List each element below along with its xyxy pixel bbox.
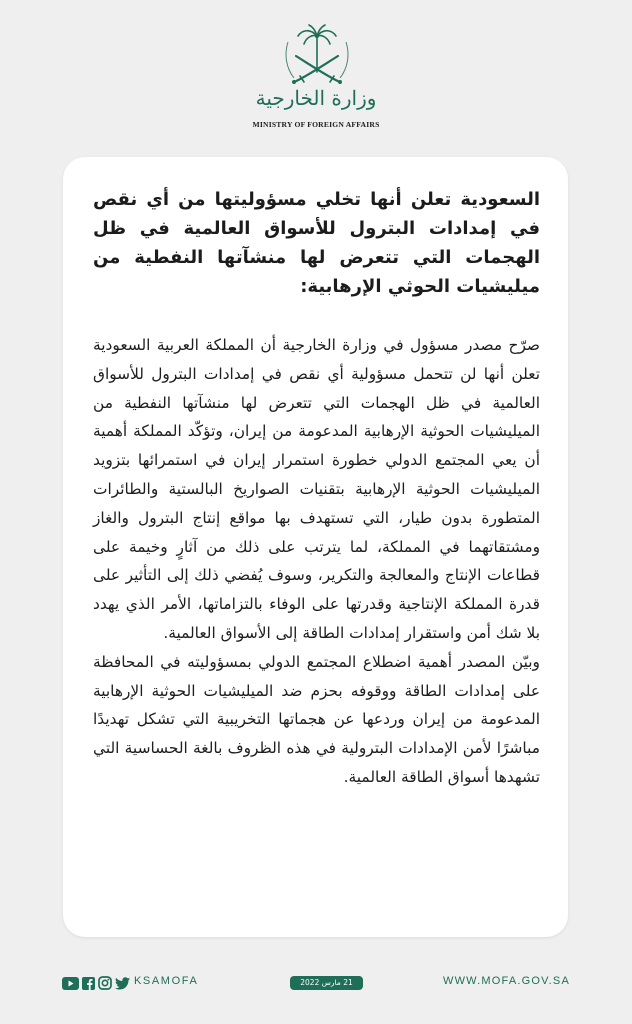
- paragraph-2-text: وبيّن المصدر أهمية اضطلاع المجتمع الدولي بمسؤوليته في المحافظة على إمدادات الطاقة ووقوفه بحزم ضد الميليشيات الحوثية الإرهابية المدعومة من إيران وردعها عن هجماتها التخريبية التي تشكل تهديدًا مباشرًا لأمن الإمدادات البترولية في هذه الظروف بالغة الحساسية التي تشهدها أسواق الطاقة العالمية.: [93, 652, 540, 786]
- social-icons: [62, 976, 130, 992]
- statement-paragraph-1: [93, 331, 540, 792]
- facebook-icon[interactable]: [82, 975, 95, 994]
- ministry-name-english: MINISTRY OF FOREIGN AFFAIRS: [252, 120, 380, 129]
- page-header: [0, 0, 632, 150]
- date-badge: 21 مارس 2022: [290, 976, 363, 990]
- paragraph-1-text: صرّح مصدر مسؤول في وزارة الخارجية أن المملكة العربية السعودية تعلن أنها لن تتحمل مسؤولية أي نقص في إمدادات البترول للأسواق العالمية في ظل الهجمات التي تتعرض لها منشآتها النفطية من الميليشيات الحوثية الإرهابية المدعومة من إيران، وتؤكّد المملكة أهمية أن يعي المجتمع الدولي خطورة استمرار إيران في استمرائها بتزويد الميليشيات الحوثية الإرهابية بتقنيات الصواريخ البالستية والطائرات المتطورة بدون طيار، التي تستهدف بها مواقع إنتاج البترول والغاز ومشتقاتهما في المملكة، لما يترتب على ذلك من آثارٍ وخيمة على قطاعات الإنتاج والمعالجة والتكرير، وسوف يُفضي ذلك إلى التأثير على قدرة المملكة الإنتاجية وقدرتها على الوفاء بالتزاماتها، الأمر الذي يهدد بلا شك أمن واستقرار إمدادات الطاقة إلى الأسواق العالمية.: [93, 336, 540, 642]
- instagram-icon[interactable]: [98, 975, 112, 994]
- statement-title: السعودية تعلن أنها تخلي مسؤوليتها من أي نقص في إمدادات البترول للأسواق العالمية في ظل الهجمات التي تتعرض لها منشآتها النفطية من ميليشيات الحوثي الإرهابية:: [93, 189, 540, 297]
- social-handle[interactable]: KSAMOFA: [134, 975, 199, 987]
- statement-card: [63, 157, 568, 937]
- page-footer: [0, 966, 632, 1006]
- twitter-icon[interactable]: [115, 975, 130, 994]
- saudi-emblem-icon: [282, 22, 352, 90]
- youtube-icon[interactable]: [62, 975, 79, 994]
- ministry-name-arabic: وزارة الخارجية: [255, 86, 377, 110]
- website-link[interactable]: WWW.MOFA.GOV.SA: [443, 975, 570, 987]
